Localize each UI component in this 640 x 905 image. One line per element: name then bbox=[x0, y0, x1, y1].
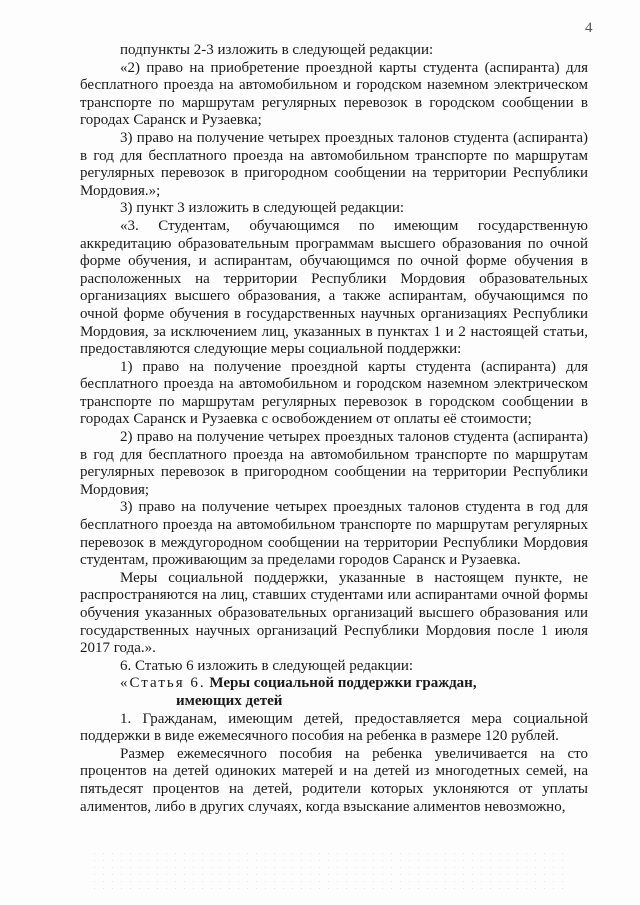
paragraph: «2) право на приобретение проездной карты студента (аспиранта) для бесплатного проезда на автомобильном и городском наземном электрическом транспорте по маршрутам регулярных перевозок в городском сообщении в городах Саранск и Рузаевка; bbox=[80, 59, 588, 129]
article-paragraph: 1. Гражданам, имеющим детей, предоставляется мера социальной поддержки в виде ежемесячного пособия на ребенка в размере 120 рублей. bbox=[80, 710, 588, 745]
paragraph: 1) право на получение проездной карты студента (аспиранта) для бесплатного проезда на автомобильном и городском наземном электрическом транспорте по маршрутам регулярных перевозок в городском сообщении в городах Саранск и Рузаевка с освобождением от оплаты её стоимости; bbox=[80, 358, 588, 428]
paragraph: 2) право на получение четырех проездных талонов студента (аспиранта) в год для бесплатного проезда на автомобильном транспорте по маршрутам регулярных перевозок в пригородном сообщении на территории Республики Мордовия; bbox=[80, 429, 588, 498]
article-paragraph: Размер ежемесячного пособия на ребенка увеличивается на сто процентов на детей одиноких матерей и на детей из многодетных семей, на пятьдесят процентов на детей, родители которых уклоняются от уплаты алиментов, либо в других случаях, когда взыскание алиментов невозможно, bbox=[80, 745, 588, 815]
scan-noise bbox=[90, 850, 570, 890]
page-number: 4 bbox=[585, 20, 593, 36]
paragraph: подпункты 2-3 изложить в следующей редакции: bbox=[120, 42, 434, 58]
paragraph: 6. Статью 6 изложить в следующей редакции: bbox=[120, 657, 414, 674]
document-body bbox=[80, 42, 588, 816]
paragraph: Меры социальной поддержки, указанные в настоящем пункте, не распространяются на лиц, ставших студентами или аспирантами очной формы обучения указанных образовательных организаций высшего образования или государственных научных организаций Республики Мордовия после 1 июля 2017 года.». bbox=[80, 569, 588, 657]
article-heading-title-line1: Меры социальной поддержки граждан, bbox=[209, 675, 477, 692]
article-heading-title-line2: имеющих детей bbox=[176, 692, 283, 709]
paragraph: 3) пункт 3 изложить в следующей редакции: bbox=[120, 200, 405, 217]
article-heading-prefix: «Статья 6. bbox=[120, 675, 206, 692]
paragraph: 3) право на получение четырех проездных талонов студента в год для бесплатного проезда на автомобильном транспорте по маршрутам регулярных перевозок в междугородном сообщении на территории Республики Мордовия студентам, проживающим за пределами городов Саранск и Рузаевка. bbox=[80, 499, 588, 569]
article-heading bbox=[80, 675, 588, 693]
paragraph: «3. Студентам, обучающимся по имеющим государственную аккредитацию образовательным программам высшего образования по очной форме обучения, и аспирантам, обучающимся по очной форме обучения в расположенных на территории Республики Мордовия образовательных организациях высшего образования, а также аспирантам, обучающимся по очной форме обучения в государственных научных организациях Республики Мордовия, за исключением лиц, указанных в пунктах 1 и 2 настоящей статьи, предоставляются следующие меры социальной поддержки: bbox=[80, 217, 588, 358]
paragraph: 3) право на получение четырех проездных талонов студента (аспиранта) в год для бесплатного проезда на автомобильном транспорте по маршрутам регулярных перевозок в пригородном сообщении на территории Республики Мордовия.»; bbox=[80, 129, 588, 199]
